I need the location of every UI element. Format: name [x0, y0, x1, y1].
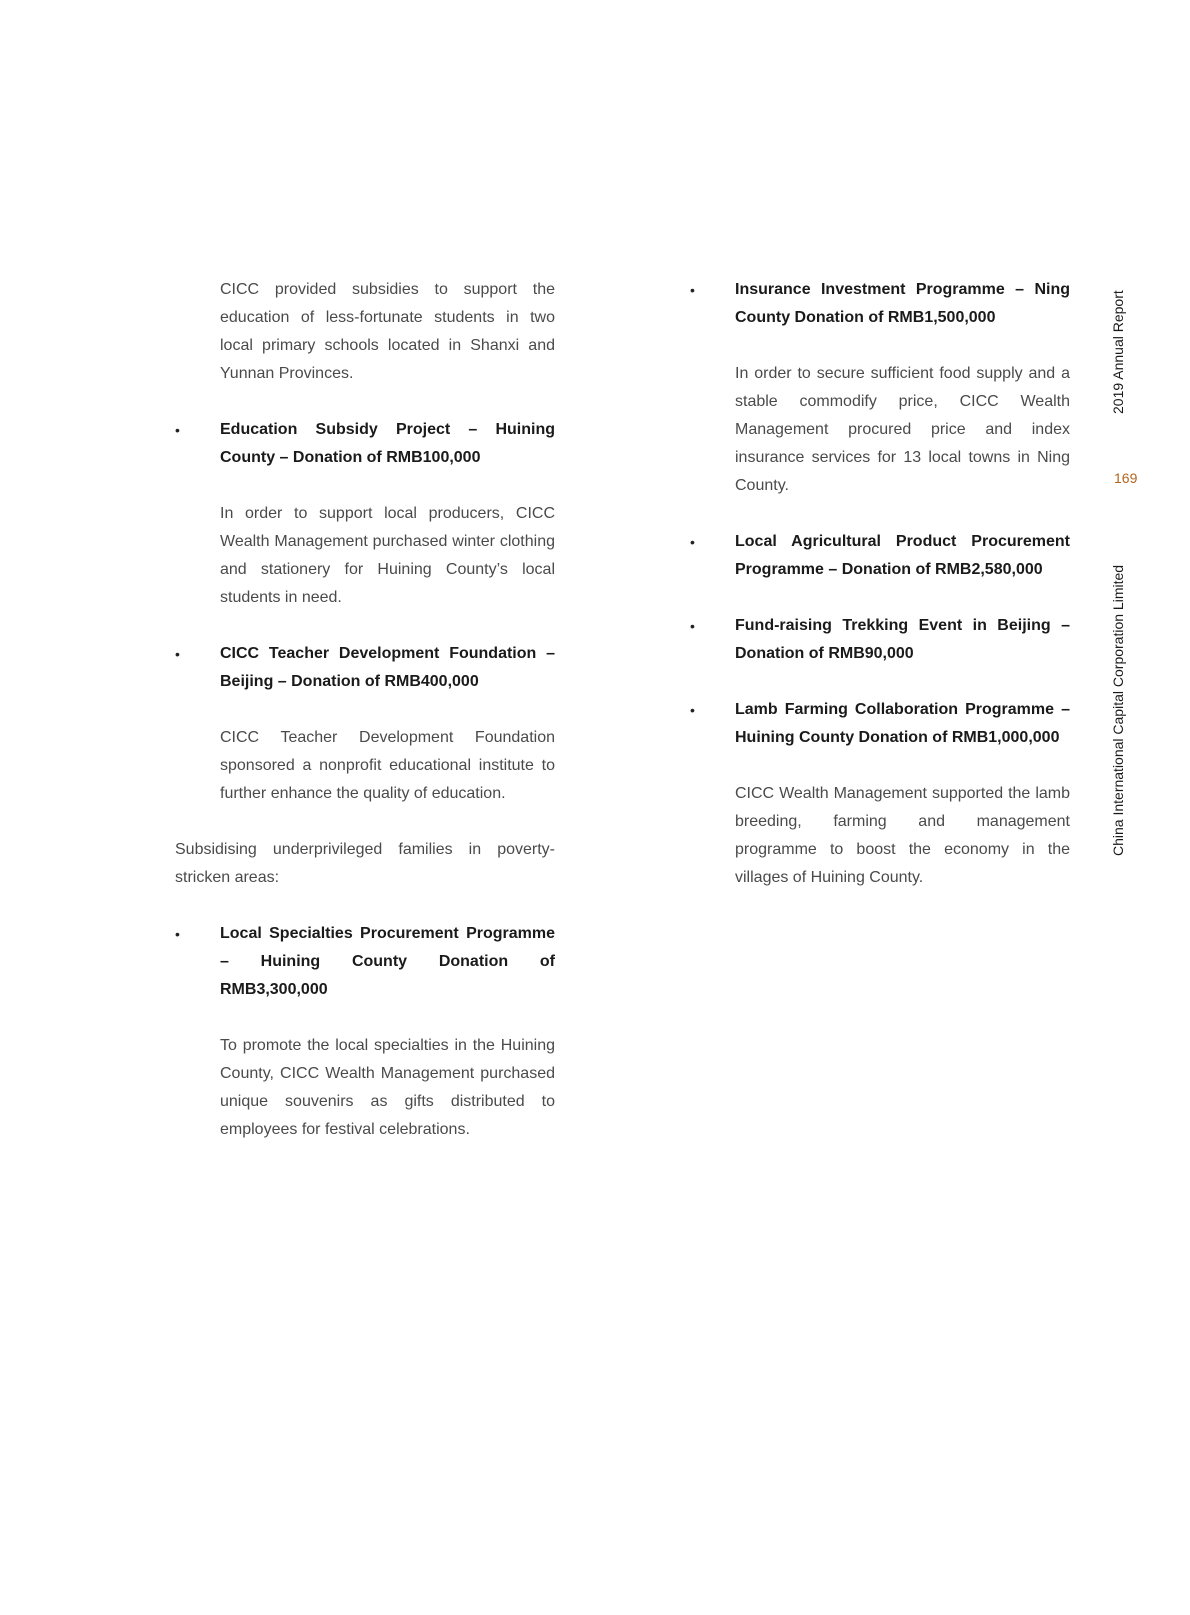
bullet-icon: •	[175, 926, 180, 942]
report-title-vertical	[1108, 278, 1136, 418]
right-column	[690, 276, 1070, 892]
bullet-icon: •	[690, 702, 695, 718]
list-item-teacher-foundation	[175, 640, 555, 696]
item-title: Insurance Investment Programme – Ning County Donation of RMB1,500,000	[735, 281, 1070, 326]
item-description: CICC Teacher Development Foundation sponsored a nonprofit educational institute to further enhance the quality of education.	[220, 729, 555, 802]
bullet-icon: •	[175, 422, 180, 438]
left-column	[175, 276, 555, 1144]
list-item-education-subsidy	[175, 416, 555, 472]
item-description: In order to secure sufficient food supply and a stable commodify price, CICC Wealth Management procured price and index insurance services for 13 local towns in Ning County.	[735, 365, 1070, 494]
bullet-icon: •	[690, 282, 695, 298]
company-name-vertical	[1108, 540, 1136, 860]
list-item-local-specialties	[175, 920, 555, 1004]
item-title: Fund-raising Trekking Event in Beijing – Donation of RMB90,000	[735, 617, 1070, 662]
intro-paragraph: CICC provided subsidies to support the education of less-fortunate students in two local primary schools located in Shanxi and Yunnan Provinces.	[220, 281, 555, 382]
list-item-lamb-farming	[690, 696, 1070, 752]
list-item-trekking-event	[690, 612, 1070, 668]
item-title: Local Specialties Procurement Programme – Huining County Donation of RMB3,300,000	[220, 925, 555, 998]
page-number: 169	[1114, 470, 1138, 486]
company-name: China International Capital Corporation Limited	[1110, 564, 1126, 856]
bullet-icon: •	[175, 646, 180, 662]
item-description: CICC Wealth Management supported the lamb breeding, farming and management programme to boost the economy in the villages of Huining County.	[735, 785, 1070, 886]
bullet-icon: •	[690, 618, 695, 634]
list-item-insurance-investment	[690, 276, 1070, 332]
list-item-agricultural-procurement	[690, 528, 1070, 584]
item-title: CICC Teacher Development Foundation – Beijing – Donation of RMB400,000	[220, 645, 555, 690]
item-description: In order to support local producers, CICC Wealth Management purchased winter clothing and stationery for Huining County’s local students in need.	[220, 505, 555, 606]
bullet-icon: •	[690, 534, 695, 550]
section-heading: Subsidising underprivileged families in poverty-stricken areas:	[175, 841, 555, 886]
report-title: 2019 Annual Report	[1110, 290, 1126, 414]
item-title: Local Agricultural Product Procurement Programme – Donation of RMB2,580,000	[735, 533, 1070, 578]
item-description: To promote the local specialties in the Huining County, CICC Wealth Management purchased unique souvenirs as gifts distributed to employees for festival celebrations.	[220, 1037, 555, 1138]
item-title: Education Subsidy Project – Huining County – Donation of RMB100,000	[220, 421, 555, 466]
item-title: Lamb Farming Collaboration Programme – Huining County Donation of RMB1,000,000	[735, 701, 1070, 746]
